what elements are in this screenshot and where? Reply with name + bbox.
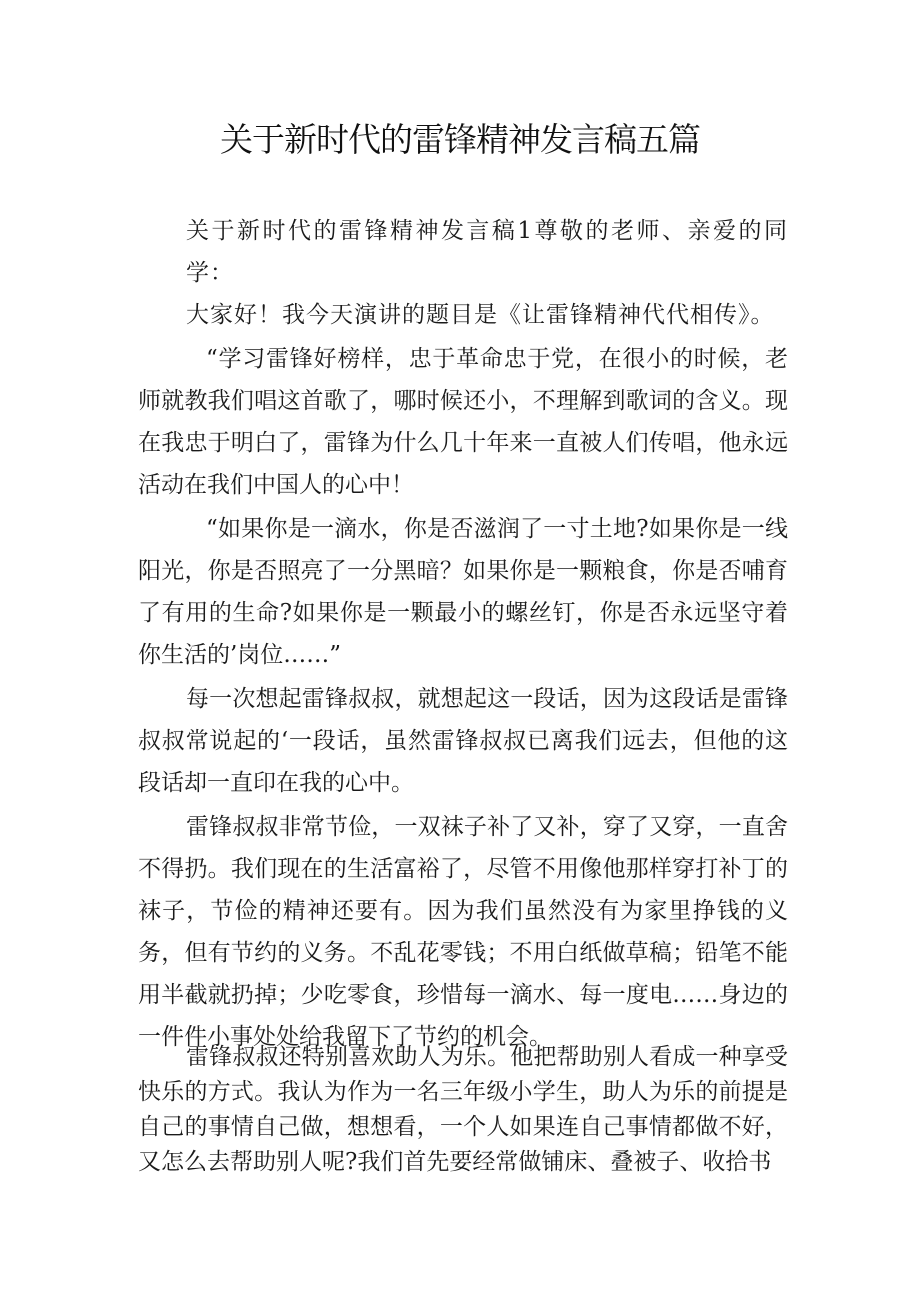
- paragraph-frugal: 雷锋叔叔非常节俭，一双袜子补了又补，穿了又穿，一直舍不得扔。我们现在的生活富裕了，尽管不用像他那样穿打补丁的袜子，节俭的精神还要有。因为我们虽然没有为家里挣钱的义务，但有节约的义务。不乱花零钱；不用白纸做草稿；铅笔不能用半截就扔掉；少吃零食，珍惜每一滴水、每一度电……身边的一件件小事处处给我留下了节约的机会。: [138, 814, 788, 1050]
- paragraph-helping: 雷锋叔叔还特别喜欢助人为乐。他把帮助别人看成一种享受快乐的方式。我认为作为一名三年级小学生，助人为乐的前提是自己的事情自己做，想想看，一个人如果连自己事情都做不好，又怎么去帮助别人呢?我们首先要经常做铺床、叠被子、收拾书: [138, 1044, 788, 1175]
- document-body: [138, 210, 788, 1058]
- paragraph-memory: 每一次想起雷锋叔叔，就想起这一段话，因为这段话是雷锋叔叔常说起的‘一段话，虽然雷锋叔叔已离我们远去，但他的这段话却一直印在我的心中。: [138, 686, 788, 796]
- document-body-continued: [138, 1040, 788, 1180]
- paragraph-song-quote: “学习雷锋好榜样，忠于革命忠于党，在很小的时候，老师就教我们唱这首歌了，哪时候还小，不理解到歌词的含义。现在我忠于明白了，雷锋为什么几十年来一直被人们传唱，他永远活动在我们中国人的心中！: [138, 346, 788, 498]
- paragraph-intro: 关于新时代的雷锋精神发言稿1尊敬的老师、亲爱的同学：: [186, 218, 788, 286]
- paragraph-water-quote: “如果你是一滴水，你是否滋润了一寸土地?如果你是一线阳光，你是否照亮了一分黑暗？如果你是一颗粮食，你是否哺育了有用的生命?如果你是一颗最小的螺丝钉，你是否永远坚守着你生活的’岗位……”: [138, 516, 788, 668]
- paragraph-greeting: 大家好！我今天演讲的题目是《让雷锋精神代代相传》。: [186, 302, 775, 328]
- document-title: 关于新时代的雷锋精神发言稿五篇: [220, 120, 700, 159]
